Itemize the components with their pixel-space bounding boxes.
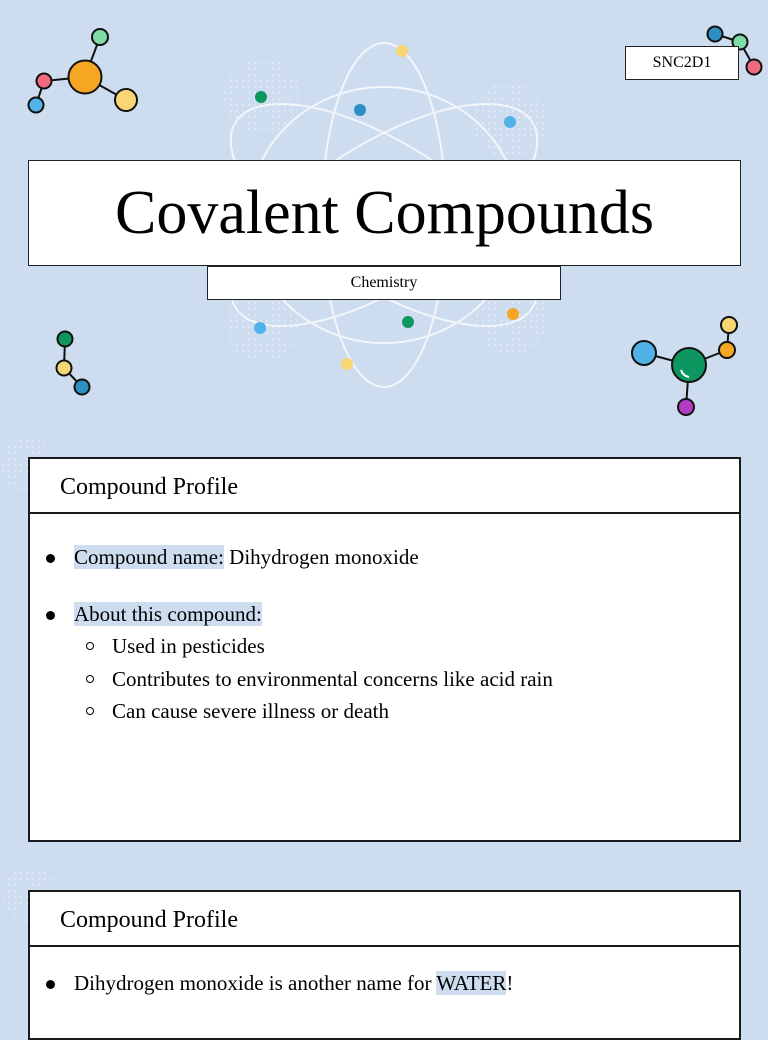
card-heading: Compound Profile [30, 892, 739, 947]
compound-name-line [74, 545, 419, 570]
course-code-label [625, 46, 739, 80]
fact-item: Used in pesticides [112, 634, 265, 658]
electron-dot [254, 322, 266, 334]
fact-item: Contributes to environmental concerns like acid rain [112, 667, 553, 691]
bullet-icon [46, 554, 55, 563]
page-title: Covalent Compounds [114, 179, 655, 247]
bullet-icon [46, 980, 55, 989]
compound-profile-card [28, 457, 741, 842]
subtitle-box [207, 266, 561, 300]
compound-name-value: Dihydrogen monoxide [223, 545, 419, 569]
reveal-highlight: WATER [436, 971, 507, 995]
molecule-icon [29, 29, 138, 113]
title-box [28, 160, 741, 266]
molecule-icon [632, 317, 737, 415]
reveal-suffix: ! [506, 971, 514, 995]
about-line [74, 602, 262, 627]
electron-dot [354, 104, 366, 116]
electron-dot [507, 308, 519, 320]
electron-dot [396, 45, 408, 57]
electron-dot [255, 91, 267, 103]
molecule-icon [57, 332, 90, 395]
about-label: About this compound: [74, 602, 262, 626]
electron-dot [341, 358, 353, 370]
electron-dot [402, 316, 414, 328]
sub-bullet-icon [86, 675, 94, 683]
fact-item: Can cause severe illness or death [112, 699, 389, 723]
sub-bullet-icon [86, 707, 94, 715]
compound-name-label: Compound name: [74, 545, 224, 569]
compound-profile-card [28, 890, 741, 1040]
electron-dot [504, 116, 516, 128]
card-heading: Compound Profile [30, 459, 739, 514]
subtitle-text: Chemistry [350, 274, 418, 291]
bullet-icon [46, 611, 55, 620]
reveal-prefix: Dihydrogen monoxide is another name for [74, 971, 437, 995]
sub-bullet-icon [86, 642, 94, 650]
course-code-text: SNC2D1 [652, 54, 712, 71]
reveal-line [74, 971, 513, 996]
